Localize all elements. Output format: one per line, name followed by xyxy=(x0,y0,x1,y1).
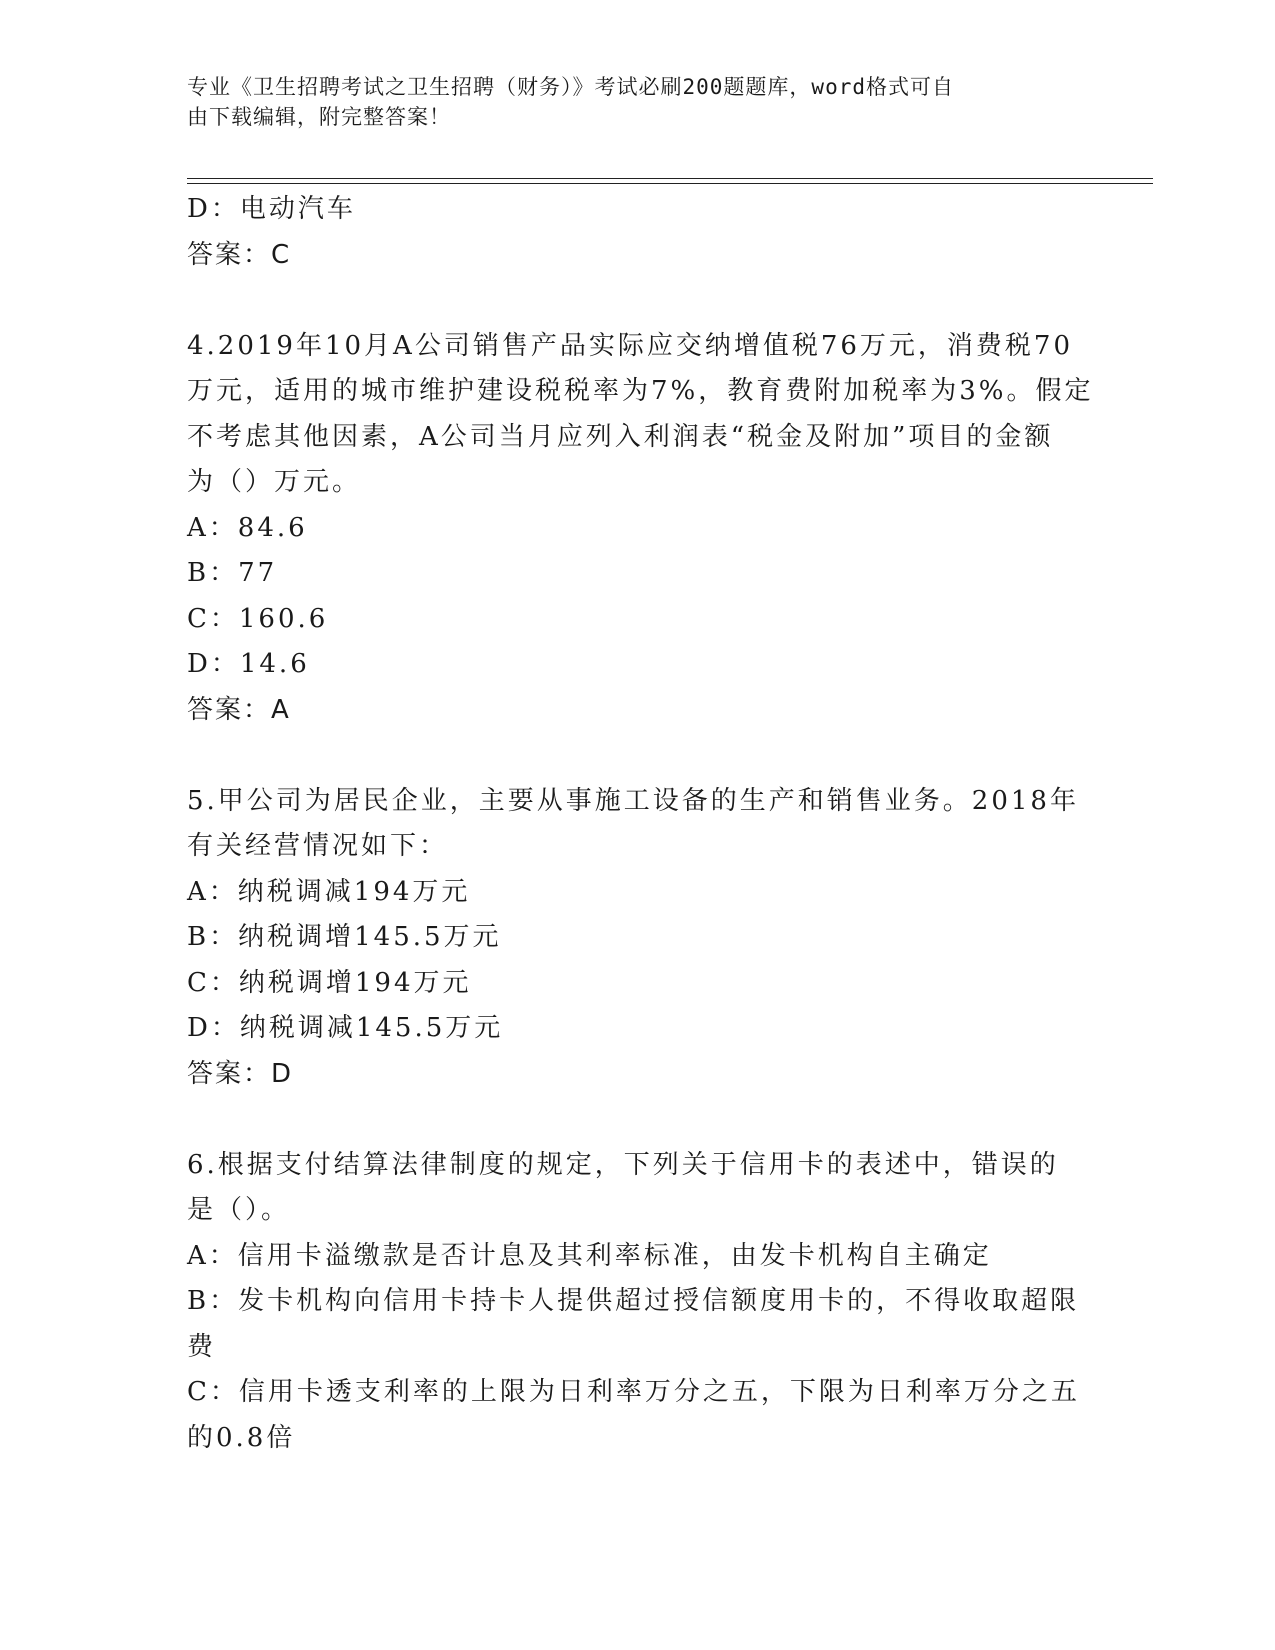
question-text-line: 6.根据支付结算法律制度的规定，下列关于信用卡的表述中，错误的 xyxy=(187,1149,1059,1180)
question-4 xyxy=(187,324,1094,734)
option-c: C：160.6 xyxy=(187,603,329,634)
answer-line: 答案：C xyxy=(187,239,292,270)
previous-question-tail xyxy=(187,187,1087,278)
spacer xyxy=(187,278,1087,324)
option-b: B：77 xyxy=(187,558,278,588)
document-body xyxy=(187,187,1094,1461)
spacer xyxy=(187,1097,1087,1143)
option-a: A：纳税调减194万元 xyxy=(187,876,471,907)
answer-line: 答案：A xyxy=(187,694,291,725)
option-a: A：84.6 xyxy=(187,512,308,543)
option-d: D：14.6 xyxy=(187,649,310,679)
option-b-continued: 费 xyxy=(187,1331,217,1362)
question-text-line: 有关经营情况如下： xyxy=(187,831,449,861)
question-text-line: 是（）。 xyxy=(187,1195,291,1225)
option-a: A：信用卡溢缴款是否计息及其利率标准，由发卡机构自主确定 xyxy=(187,1240,992,1271)
option-d: D：电动汽车 xyxy=(187,194,356,224)
header-line-2: 由下载编辑，附完整答案！ xyxy=(187,105,451,129)
question-text-line: 4.2019年10月A公司销售产品实际应交纳增值税76万元，消费税70 xyxy=(187,330,1074,361)
question-5 xyxy=(187,779,1087,1098)
spacer xyxy=(187,733,1087,779)
option-b: B：发卡机构向信用卡持卡人提供超过授信额度用卡的，不得收取超限 xyxy=(187,1286,1080,1316)
question-text-line: 5.甲公司为居民企业，主要从事施工设备的生产和销售业务。2018年 xyxy=(187,785,1079,816)
question-text-line: 为（）万元。 xyxy=(187,467,362,497)
question-text-line: 万元，适用的城市维护建设税税率为7%，教育费附加税率为3%。假定 xyxy=(187,376,1094,406)
option-d: D：纳税调减145.5万元 xyxy=(187,1013,504,1043)
option-c: C：信用卡透支利率的上限为日利率万分之五，下限为日利率万分之五 xyxy=(187,1377,1080,1407)
header-line-1: 专业《卫生招聘考试之卫生招聘（财务）》考试必刷200题题库，word格式可自 xyxy=(187,75,954,99)
question-text-line: 不考虑其他因素，A公司当月应列入利润表“税金及附加”项目的金额 xyxy=(187,421,1054,452)
answer-line: 答案：D xyxy=(187,1058,294,1089)
option-c-continued: 的0.8倍 xyxy=(187,1422,296,1453)
option-c: C：纳税调增194万元 xyxy=(187,967,472,998)
option-b: B：纳税调增145.5万元 xyxy=(187,922,502,952)
page-header xyxy=(187,72,1067,132)
question-6 xyxy=(187,1143,1087,1462)
header-divider-top xyxy=(187,178,1153,179)
header-divider-bottom xyxy=(187,183,1153,184)
